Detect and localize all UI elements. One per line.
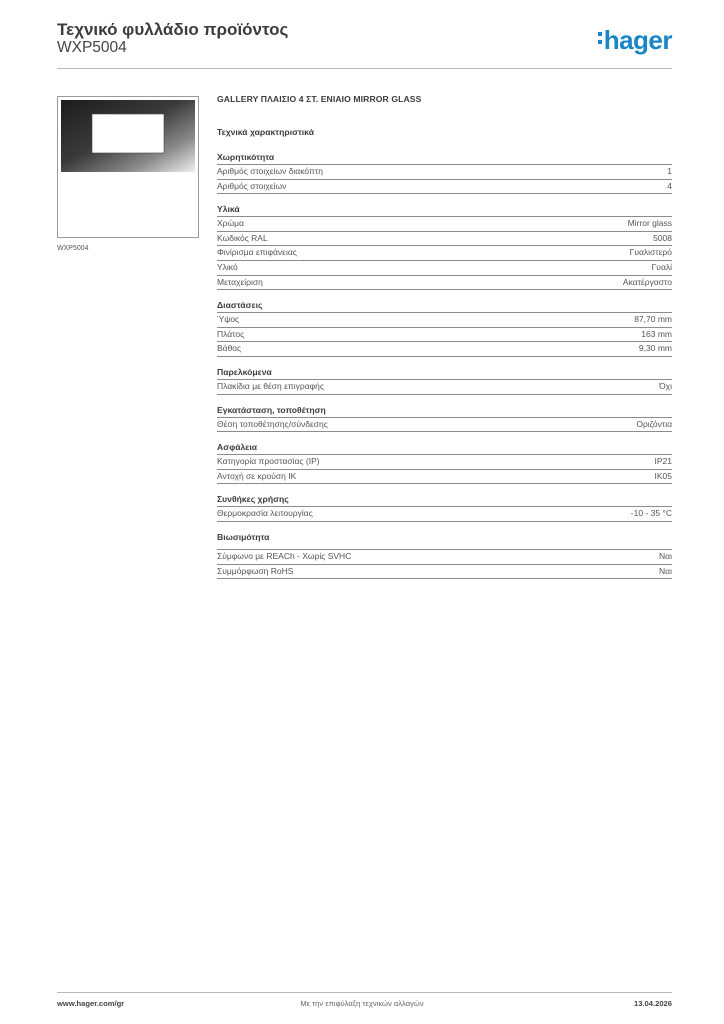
spec-label: Αριθμός στοιχείων διακόπτη — [217, 166, 323, 176]
spec-label: Πλάτος — [217, 328, 245, 339]
spec-row — [217, 418, 672, 433]
spec-row — [217, 217, 672, 232]
spec-row — [217, 313, 672, 328]
section-title: Βιωσιμότητα — [217, 531, 270, 542]
footer-divider — [57, 992, 672, 993]
section-sustainability — [217, 531, 672, 579]
product-image — [57, 96, 199, 238]
section-title: Ασφάλεια — [217, 441, 672, 455]
spec-value: Ναι — [659, 565, 672, 576]
spec-label: Κωδικός RAL — [217, 232, 268, 243]
spec-label: Θερμοκρασία λειτουργίας — [217, 508, 313, 519]
logo-text: hager — [603, 25, 672, 55]
footer-website-link[interactable]: www.hager.com/gr — [57, 999, 125, 1008]
spec-row — [217, 342, 672, 357]
section-title: Συνθήκες χρήσης — [217, 493, 672, 507]
document-title: Τεχνικό φυλλάδιο προϊόντος — [57, 20, 289, 39]
spec-value: Γυαλί — [651, 261, 672, 272]
section-title: Εγκατάσταση, τοποθέτηση — [217, 404, 672, 418]
spec-value: Γυαλιστερό — [629, 247, 672, 258]
spec-row — [217, 165, 672, 180]
spec-value: IK05 — [654, 470, 672, 481]
logo-colon-mark — [598, 27, 602, 44]
spec-value: Ναι — [659, 550, 672, 561]
technical-characteristics-heading: Τεχνικά χαρακτηριστικά — [217, 127, 314, 137]
spec-row — [217, 470, 672, 485]
spec-value: 9,30 mm — [638, 343, 672, 354]
spec-label: Χρώμα — [217, 218, 244, 229]
section-conditions-of-use — [217, 493, 672, 522]
section-title: Διαστάσεις — [217, 299, 672, 313]
footer-notice: Με την επιφύλαξη τεχνικών αλλαγών — [300, 999, 424, 1008]
section-accessories — [217, 366, 672, 395]
spec-row — [217, 276, 672, 291]
spec-value: 4 — [667, 180, 672, 191]
product-image-caption: WXP5004 — [57, 245, 89, 252]
spec-value: 87,70 mm — [634, 314, 672, 325]
mirror-frame-illustration — [58, 97, 198, 237]
spec-value: Mirror glass — [627, 218, 672, 229]
spec-label: Πλακίδια με θέση επιγραφής — [217, 380, 324, 391]
hager-logo — [598, 27, 672, 53]
spec-value: -10 - 35 °C — [630, 508, 672, 519]
spec-label: Σύμφωνο με REACh - Χωρίς SVHC — [217, 550, 352, 561]
spec-row — [217, 507, 672, 522]
spec-value: 1 — [667, 166, 672, 176]
spec-row — [217, 261, 672, 276]
spec-row — [217, 328, 672, 343]
spec-label: Αριθμός στοιχείων — [217, 180, 287, 191]
section-title: Παρελκόμενα — [217, 366, 672, 380]
spec-label: Μεταχείριση — [217, 276, 263, 287]
spec-label: Κατηγορία προστασίας (IP) — [217, 456, 320, 467]
spec-row — [217, 380, 672, 395]
section-materials — [217, 203, 672, 290]
spec-label: Υλικό — [217, 261, 238, 272]
footer-date: 13.04.2026 — [633, 999, 672, 1008]
section-title: Υλικά — [217, 203, 672, 217]
header-divider — [57, 68, 672, 69]
spec-label: Συμμόρφωση RoHS — [217, 565, 294, 576]
spec-label: Αντοχή σε κρούση IK — [217, 470, 297, 481]
section-title: Χωρητικότητα — [217, 151, 672, 165]
spec-label: Θέση τοποθέτησης/σύνδεσης — [217, 418, 328, 429]
spec-row — [217, 232, 672, 247]
section-dimensions — [217, 299, 672, 357]
spec-value: Οριζόντια — [636, 418, 672, 429]
spec-value: Ακατέργαστο — [622, 276, 672, 287]
spec-row — [217, 246, 672, 261]
spec-label: Ύψος — [217, 314, 240, 325]
spec-row — [217, 565, 672, 580]
spec-row — [217, 180, 672, 195]
spec-value: 163 mm — [641, 328, 672, 339]
section-installation — [217, 404, 672, 433]
spec-row — [217, 455, 672, 470]
spec-label: Φινίρισμα επιφάνειας — [217, 247, 297, 258]
section-capacity — [217, 151, 672, 194]
specs-panel — [217, 93, 672, 588]
product-code-heading: WXP5004 — [57, 39, 127, 56]
product-name: GALLERY ΠΛΑΙΣΙΟ 4 ΣΤ. ΕΝΙΑΙΟ MIRROR GLASS — [217, 94, 422, 104]
section-safety — [217, 441, 672, 484]
spec-value: Όχι — [659, 380, 672, 391]
spec-label: Βάθος — [217, 343, 242, 354]
spec-row — [217, 549, 672, 565]
spec-value: IP21 — [654, 456, 672, 467]
spec-value: 5008 — [653, 232, 672, 243]
